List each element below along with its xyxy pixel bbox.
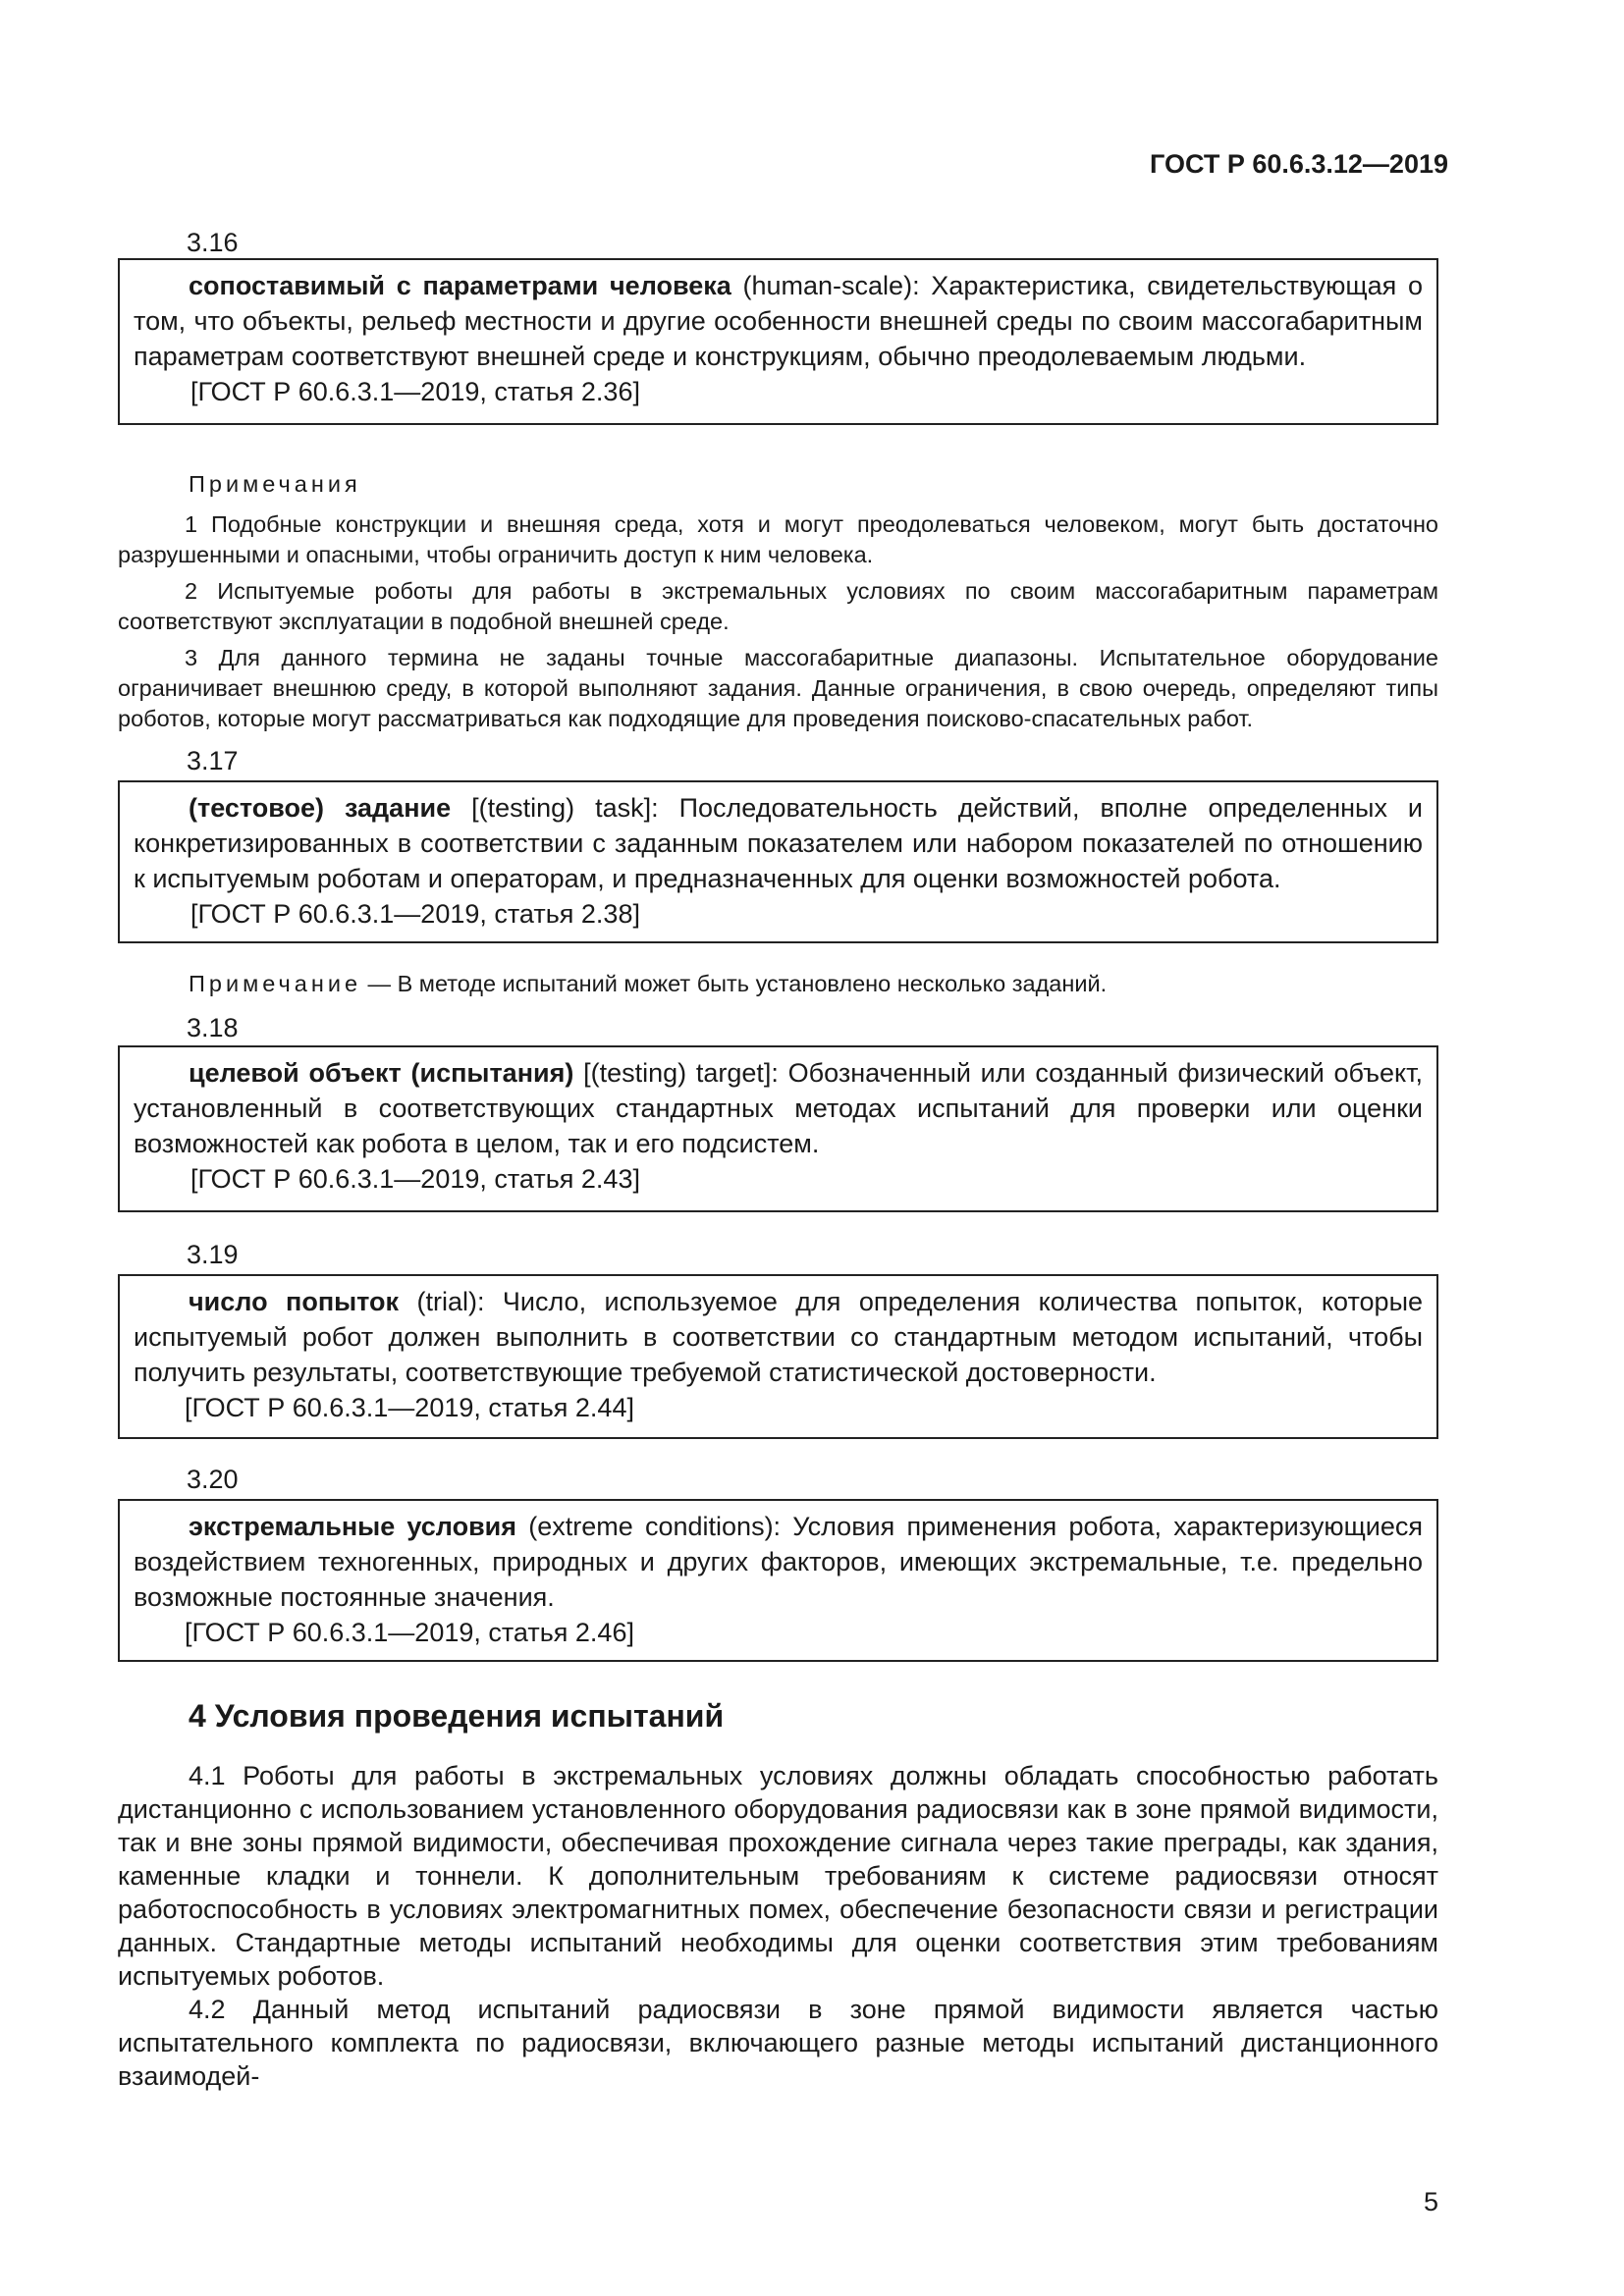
document-header: ГОСТ Р 60.6.3.12—2019 <box>1150 149 1448 179</box>
notes-block <box>118 469 1438 740</box>
term-box <box>118 258 1438 425</box>
note-label: Примечание <box>189 971 362 996</box>
term-source: [ГОСТ Р 60.6.3.1—2019, статья 2.44] <box>185 1393 634 1422</box>
term-definition <box>134 1055 1423 1161</box>
term-name: целевой объект (испытания) <box>189 1058 574 1088</box>
note-text <box>118 969 1438 999</box>
term-definition <box>134 790 1423 896</box>
term-text: [(testing) target]: Обозначенный или созданный физический объект, установленный в соответствующих стандартных методах испытаний для проверки или оценки возможностей как робота в целом, так и его подсистем. <box>134 1058 1423 1158</box>
term-text: (trial): Число, используемое для определения количества попыток, которые испытуемый робот должен выполнить в соответствии со стандартным методом испытаний, чтобы получить результаты, соответствующие требуемой статистической достоверности. <box>134 1287 1423 1387</box>
term-number: 3.17 <box>187 746 239 775</box>
term-text: [(testing) task]: Последовательность действий, вполне определенных и конкретизированных в соответствии с заданным показателем или набором показателей по отношению к испытуемым роботам и операторам, и предназначенных для оценки возможностей робота. <box>134 793 1423 893</box>
term-box <box>118 1045 1438 1212</box>
note-body: — В методе испытаний может быть установлено несколько заданий. <box>361 971 1108 996</box>
term-number: 3.16 <box>187 228 239 257</box>
note-item: 2 Испытуемые роботы для работы в экстремальных условиях по своим массогабаритным параметрам соответствуют эксплуатации в подобной внешней среде. <box>118 578 1438 634</box>
page-number: 5 <box>1423 2187 1438 2216</box>
term-text: (extreme conditions): Условия применения робота, характеризующиеся воздействием техногенных, природных и других факторов, имеющих экстремальные, т.е. предельно возможные постоянные значения. <box>134 1512 1423 1612</box>
term-source: [ГОСТ Р 60.6.3.1—2019, статья 2.38] <box>190 899 640 929</box>
term-source: [ГОСТ Р 60.6.3.1—2019, статья 2.36] <box>190 377 640 406</box>
term-number: 3.19 <box>187 1240 239 1269</box>
term-name: экстремальные условия <box>189 1512 517 1541</box>
term-source: [ГОСТ Р 60.6.3.1—2019, статья 2.43] <box>190 1164 640 1194</box>
paragraph-4-1: 4.1 Роботы для работы в экстремальных условиях должны обладать способностью работать дистанционно с использованием установленного оборудования радиосвязи как в зоне прямой видимости, так и вне зоны прямой видимости, обеспечивая прохождение сигнала через такие преграды, как здания, каменные кладки и тоннели. К дополнительным требованиям к системе радиосвязи относят работоспособность в условиях электромагнитных помех, обеспечение безопасности связи и регистрации данных. Стандартные методы испытаний необходимы для оценки соответствия этим требованиям испытуемых роботов. <box>118 1761 1438 1991</box>
term-number: 3.18 <box>187 1013 239 1042</box>
term-name: сопоставимый с параметрами человека <box>189 271 731 300</box>
notes-title: Примечания <box>189 471 361 497</box>
term-name: число попыток <box>189 1287 400 1316</box>
paragraph-4-2: 4.2 Данный метод испытаний радиосвязи в зоне прямой видимости является частью испытательного комплекта по радиосвязи, включающего разные методы испытаний дистанционного взаимодей- <box>118 1995 1438 2091</box>
note-item: 1 Подобные конструкции и внешняя среда, хотя и могут преодолеваться человеком, могут быть достаточно разрушенными и опасными, чтобы ограничить доступ к ним человека. <box>118 511 1438 567</box>
term-definition <box>134 1284 1423 1390</box>
term-box <box>118 1274 1438 1439</box>
term-text: (human-scale): Характеристика, свидетельствующая о том, что объекты, рельеф местности и другие особенности внешней среды по своим массогабаритным параметрам соответствуют внешней среде и конструкциям, обычно преодолеваемым людьми. <box>134 271 1424 371</box>
term-box <box>118 1499 1438 1662</box>
section-heading: 4 Условия проведения испытаний <box>189 1698 725 1734</box>
term-source: [ГОСТ Р 60.6.3.1—2019, статья 2.46] <box>185 1618 634 1647</box>
section-body <box>118 1759 1438 2093</box>
term-box <box>118 780 1438 943</box>
term-definition <box>134 1509 1423 1615</box>
note-item: 3 Для данного термина не заданы точные массогабаритные диапазоны. Испытательное оборудование ограничивает внешнюю среду, в которой выполняют задания. Данные ограничения, в свою очередь, определяют типы роботов, которые могут рассматриваться как подходящие для проведения поисково-спасательных работ. <box>118 645 1438 731</box>
term-number: 3.20 <box>187 1465 239 1494</box>
term-definition <box>134 268 1423 374</box>
term-name: (тестовое) задание <box>189 793 452 823</box>
note-line <box>118 969 1438 1005</box>
